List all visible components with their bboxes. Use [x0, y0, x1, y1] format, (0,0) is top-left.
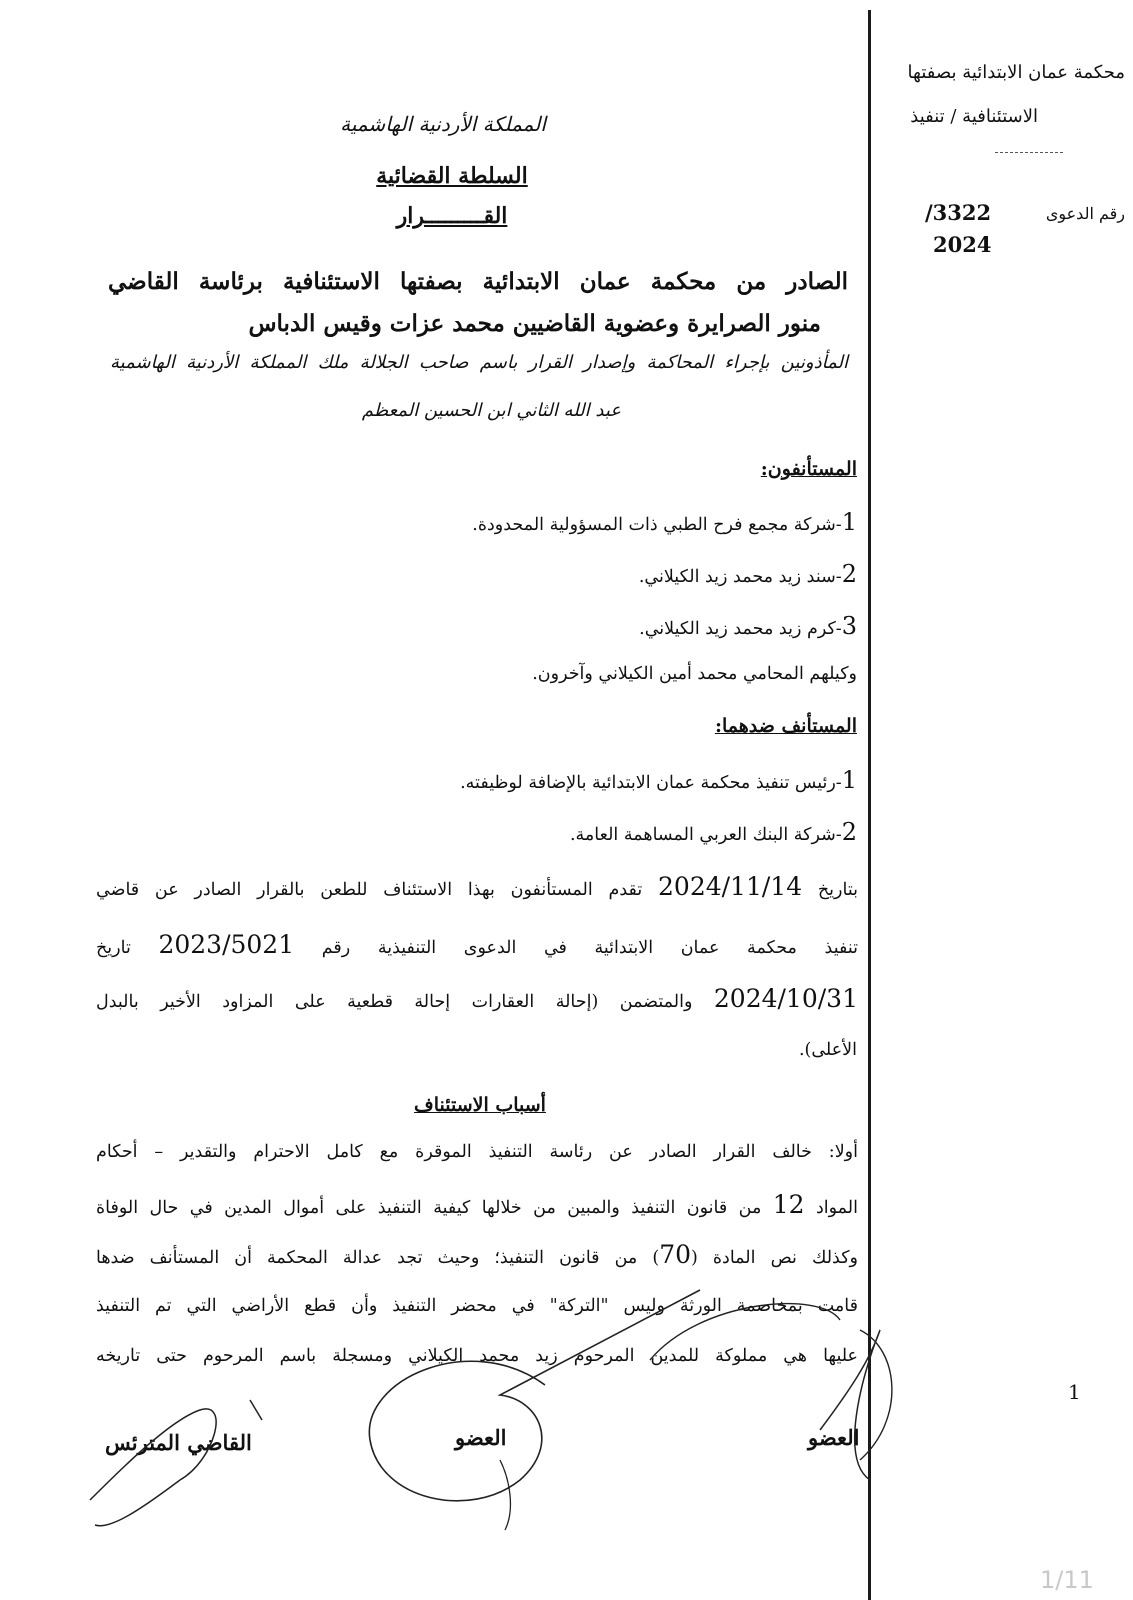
- reason-line-1: أولا: خالف القرار الصادر عن رئاسة التنفيذ الموقرة مع كامل الاحترام والتقدير – أحكام: [96, 1142, 858, 1162]
- judicial-authority-title: السلطة القضائية: [376, 163, 528, 189]
- reasons-title: أسباب الاستئناف: [414, 1094, 546, 1116]
- case-number: 3322/: [925, 200, 992, 225]
- appeal-line-1: بتاريخ 2024/11/14 تقدم المستأنفون بهذا الاستئناف للطعن بالقرار الصادر عن قاضي: [96, 872, 858, 901]
- respondent-2: 2-شركة البنك العربي المساهمة العامة.: [569, 818, 857, 846]
- appellants-attorney: وكيلهم المحامي محمد أمين الكيلاني وآخرون.: [532, 664, 857, 684]
- side-court-name: محكمة عمان الابتدائية بصفتها: [907, 62, 1125, 83]
- reason-line-4: قامت بمخاصمة الورثة وليس "التركة" في محضر التنفيذ وأن قطع الأراضي التي تم التنفيذ: [96, 1296, 858, 1316]
- intro-line-3: المأذونين بإجراء المحاكمة وإصدار القرار باسم صاحب الجلالة ملك المملكة الأردنية الهاشمية: [110, 352, 848, 373]
- case-number-label: رقم الدعوى: [1045, 204, 1125, 223]
- appellants-title: المستأنفون:: [760, 458, 857, 480]
- reason-line-2: المواد 12 من قانون التنفيذ والمبين من خلالها كيفية التنفيذ على أموال المدين في حال الوفاة: [96, 1190, 858, 1219]
- appeal-line-4: الأعلى).: [798, 1040, 857, 1060]
- kingdom-title: المملكة الأردنية الهاشمية: [340, 112, 546, 136]
- appellant-3: 3-كرم زيد محمد زيد الكيلاني.: [639, 612, 857, 640]
- intro-line-1: الصادر من محكمة عمان الابتدائية بصفتها الاستئنافية برئاسة القاضي: [108, 268, 848, 295]
- intro-line-2: منور الصرايرة وعضوية القاضيين محمد عزات وقيس الدباس: [248, 310, 821, 337]
- reason-line-3: وكذلك نص المادة (70) من قانون التنفيذ؛ وحيث تجد عدالة المحكمة أن المستأنف ضدها: [96, 1240, 858, 1269]
- appellant-2: 2-سند زيد محمد زيد الكيلاني.: [638, 560, 857, 588]
- appeal-line-3: 2024/10/31 والمتضمن (إحالة العقارات إحالة قطعية على المزاود الأخير بالبدل: [96, 984, 858, 1013]
- page-number: 1: [1068, 1380, 1081, 1404]
- page-counter: 1/11: [1040, 1566, 1094, 1594]
- intro-line-4: عبد الله الثاني ابن الحسين المعظم: [361, 400, 621, 421]
- reason-line-5: عليها هي مملوكة للمدين المرحوم زيد محمد الكيلاني ومسجلة باسم المرحوم حتى تاريخه: [96, 1346, 858, 1366]
- respondents-title: المستأنف ضدهما:: [714, 715, 857, 737]
- respondent-1: 1-رئيس تنفيذ محكمة عمان الابتدائية بالإضافة لوظيفته.: [460, 766, 857, 794]
- signature-member-1: العضو: [808, 1425, 860, 1450]
- side-court-role: الاستئنافية / تنفيذ: [910, 106, 1038, 127]
- decision-title: القـــــــــرار: [396, 203, 508, 229]
- side-divider: [995, 152, 1063, 154]
- margin-rule: [868, 10, 871, 1600]
- signature-presiding-judge: القاضي المترئس: [105, 1430, 252, 1455]
- signature-member-2: العضو: [455, 1425, 507, 1450]
- appeal-line-2: تنفيذ محكمة عمان الابتدائية في الدعوى التنفيذية رقم 2023/5021 تاريخ: [96, 930, 858, 959]
- appellant-1: 1-شركة مجمع فرح الطبي ذات المسؤولية المحدودة.: [472, 508, 857, 536]
- case-year: 2024: [933, 232, 992, 257]
